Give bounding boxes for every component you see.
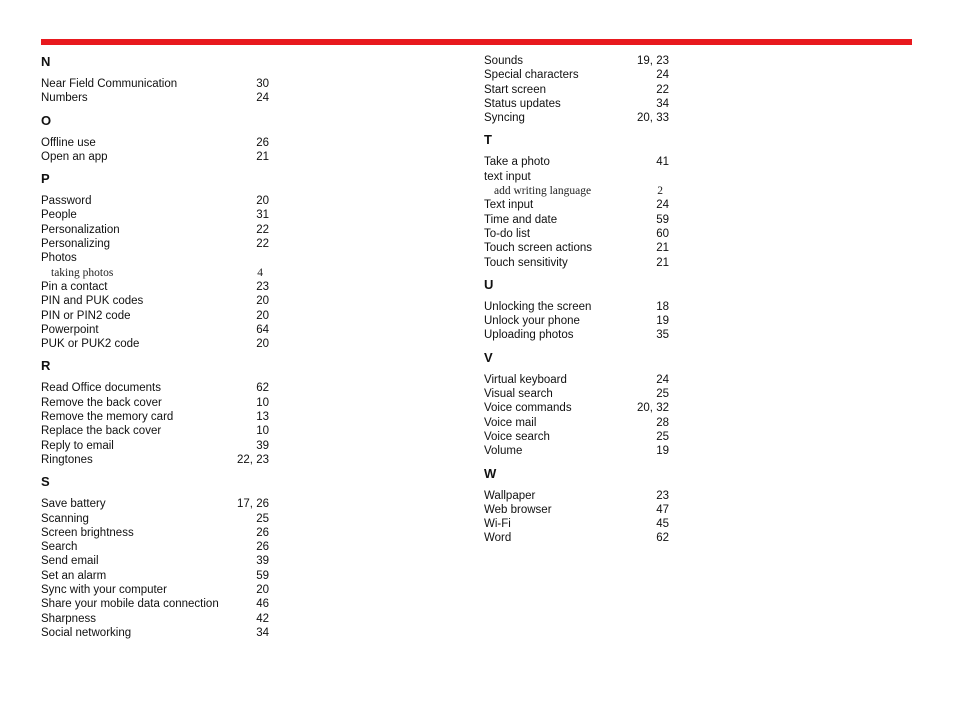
entry-term: Start screen	[484, 83, 546, 96]
entry-term: Visual search	[484, 388, 553, 401]
entry-page-numbers: 60	[656, 227, 669, 240]
entry-page-numbers: 20, 32	[637, 402, 669, 415]
index-entry	[41, 439, 269, 453]
index-entry	[41, 424, 269, 438]
entry-term: taking photos	[51, 266, 114, 279]
index-entry	[484, 111, 712, 125]
entry-term: text input	[484, 170, 531, 183]
entry-page-numbers: 22, 23	[237, 453, 269, 466]
entry-page-numbers: 62	[656, 532, 669, 545]
index-entry	[41, 453, 269, 467]
entry-page-numbers: 22	[656, 83, 669, 96]
index-entry	[484, 387, 712, 401]
index-entry	[41, 526, 269, 540]
index-entry	[484, 444, 712, 458]
entry-page-numbers: 28	[656, 416, 669, 429]
entry-term: Sounds	[484, 55, 524, 67]
entry-term: Share your mobile data connection	[41, 598, 219, 611]
entry-term: Personalizing	[41, 238, 111, 251]
index-entry	[484, 328, 712, 342]
entry-term: Time and date	[484, 213, 558, 226]
entry-page-numbers: 39	[256, 555, 269, 568]
entry-page-numbers: 10	[256, 425, 269, 438]
index-column-right	[484, 54, 712, 546]
entry-term: Replace the back cover	[41, 425, 162, 438]
entry-term: Password	[41, 195, 92, 208]
entry-term: Uploading photos	[484, 329, 574, 342]
index-section	[41, 473, 269, 640]
index-entry	[41, 540, 269, 554]
entry-term: Wallpaper	[484, 489, 536, 502]
entry-term: Photos	[41, 252, 77, 265]
index-subentry	[41, 266, 269, 280]
index-entry	[484, 373, 712, 387]
index-entry	[41, 208, 269, 222]
index-entry	[41, 612, 269, 626]
index-entry	[484, 401, 712, 415]
entry-term: Send email	[41, 555, 99, 568]
entry-page-numbers: 20	[256, 584, 269, 597]
entry-term: Take a photo	[484, 156, 550, 169]
entry-term: Voice mail	[484, 416, 537, 429]
index-entry	[41, 597, 269, 611]
index-entry	[484, 97, 712, 111]
entry-page-numbers: 19	[656, 445, 669, 458]
index-entry	[41, 150, 269, 164]
entry-term: Voice commands	[484, 402, 572, 415]
index-section	[484, 276, 712, 343]
entry-page-numbers: 42	[256, 612, 269, 625]
entry-page-numbers: 23	[656, 489, 669, 502]
entry-term: Text input	[484, 199, 534, 212]
entry-term: Scanning	[41, 512, 89, 525]
index-entry	[41, 512, 269, 526]
index-entry	[41, 497, 269, 511]
entry-term: Touch screen actions	[484, 242, 593, 255]
entry-page-numbers: 35	[656, 329, 669, 342]
entry-term: Pin a contact	[41, 280, 108, 293]
entry-term: PUK or PUK2 code	[41, 338, 140, 351]
entry-page-numbers: 19, 23	[637, 55, 669, 67]
index-entry	[41, 237, 269, 251]
index-entry	[484, 489, 712, 503]
entry-page-numbers: 20	[256, 195, 269, 208]
index-section	[484, 54, 712, 125]
index-section	[41, 112, 269, 165]
entry-term: Numbers	[41, 92, 88, 105]
index-entry	[41, 194, 269, 208]
index-entry	[41, 280, 269, 294]
entry-page-numbers: 19	[656, 315, 669, 328]
index-entry	[41, 337, 269, 351]
entry-term: Ringtones	[41, 453, 93, 466]
entry-page-numbers: 64	[256, 323, 269, 336]
index-entry	[484, 256, 712, 270]
index-section	[484, 465, 712, 546]
entry-term: Set an alarm	[41, 569, 107, 582]
index-entry	[41, 323, 269, 337]
index-entry	[484, 54, 712, 68]
entry-page-numbers: 20	[256, 309, 269, 322]
index-entry	[41, 251, 269, 265]
index-entry	[41, 294, 269, 308]
index-entry	[41, 77, 269, 91]
entry-page-numbers: 34	[656, 97, 669, 110]
section-letter: W	[484, 465, 497, 481]
index-entry	[41, 626, 269, 640]
entry-page-numbers: 26	[256, 526, 269, 539]
entry-term: Syncing	[484, 112, 525, 125]
entry-page-numbers: 22	[256, 238, 269, 251]
index-entry	[41, 583, 269, 597]
index-section	[41, 53, 269, 106]
entry-term: Sync with your computer	[41, 584, 167, 597]
entry-term: Volume	[484, 445, 523, 458]
index-entry	[484, 170, 712, 184]
entry-term: Read Office documents	[41, 382, 161, 395]
index-entry	[484, 83, 712, 97]
entry-term: Unlock your phone	[484, 315, 580, 328]
entry-page-numbers: 25	[656, 388, 669, 401]
entry-page-numbers: 45	[656, 518, 669, 531]
entry-page-numbers: 26	[256, 541, 269, 554]
entry-page-numbers: 59	[256, 569, 269, 582]
entry-term: Touch sensitivity	[484, 256, 568, 269]
entry-page-numbers: 21	[656, 242, 669, 255]
index-entry	[484, 68, 712, 82]
index-entry	[41, 136, 269, 150]
entry-term: Word	[484, 532, 512, 545]
index-entry	[484, 430, 712, 444]
entry-page-numbers: 20	[256, 295, 269, 308]
entry-page-numbers: 31	[256, 209, 269, 222]
index-entry	[41, 309, 269, 323]
section-letter: S	[41, 474, 50, 490]
entry-page-numbers: 47	[656, 503, 669, 516]
entry-term: Status updates	[484, 97, 561, 110]
index-entry	[41, 569, 269, 583]
index-entry	[484, 314, 712, 328]
entry-page-numbers: 24	[256, 92, 269, 105]
index-entry	[484, 241, 712, 255]
entry-term: Social networking	[41, 626, 132, 639]
entry-term: Virtual keyboard	[484, 373, 567, 386]
entry-term: Search	[41, 541, 78, 554]
entry-page-numbers: 34	[256, 626, 269, 639]
entry-term: add writing language	[494, 185, 592, 198]
index-section	[484, 349, 712, 459]
entry-term: Personalization	[41, 223, 120, 236]
entry-term: Voice search	[484, 430, 550, 443]
entry-page-numbers: 39	[256, 439, 269, 452]
entry-term: PIN and PUK codes	[41, 295, 144, 308]
entry-page-numbers: 10	[256, 396, 269, 409]
index-subentry	[484, 184, 712, 198]
entry-page-numbers: 21	[656, 256, 669, 269]
header-accent-bar	[41, 39, 912, 45]
entry-term: Web browser	[484, 503, 552, 516]
entry-page-numbers: 24	[656, 373, 669, 386]
index-entry	[484, 503, 712, 517]
index-entry	[41, 410, 269, 424]
index-entry	[484, 416, 712, 430]
section-letter: O	[41, 112, 52, 128]
index-column-left	[41, 53, 269, 640]
entry-term: People	[41, 209, 77, 222]
entry-page-numbers: 46	[256, 598, 269, 611]
entry-term: To-do list	[484, 227, 531, 240]
section-letter: V	[484, 349, 493, 365]
index-entry	[484, 155, 712, 169]
entry-term: Near Field Communication	[41, 78, 178, 90]
entry-page-numbers: 4	[257, 266, 263, 279]
index-entry	[484, 300, 712, 314]
entry-page-numbers: 25	[656, 430, 669, 443]
index-entry	[41, 396, 269, 410]
entry-page-numbers: 59	[656, 213, 669, 226]
entry-page-numbers: 24	[656, 199, 669, 212]
index-entry	[41, 91, 269, 105]
index-entry	[484, 531, 712, 545]
entry-page-numbers: 20, 33	[637, 112, 669, 125]
index-entry	[484, 227, 712, 241]
entry-page-numbers: 25	[256, 512, 269, 525]
entry-term: Sharpness	[41, 612, 96, 625]
entry-term: PIN or PIN2 code	[41, 309, 131, 322]
entry-page-numbers: 26	[256, 136, 269, 149]
entry-term: Screen brightness	[41, 526, 134, 539]
index-section	[41, 170, 269, 351]
entry-page-numbers: 17, 26	[237, 498, 269, 511]
entry-term: Save battery	[41, 498, 106, 511]
entry-term: Special characters	[484, 69, 579, 82]
section-letter: R	[41, 358, 51, 374]
entry-page-numbers: 23	[256, 280, 269, 293]
entry-page-numbers: 41	[656, 156, 669, 169]
index-section	[484, 131, 712, 269]
entry-page-numbers: 2	[657, 185, 663, 198]
entry-page-numbers: 22	[256, 223, 269, 236]
index-entry	[484, 198, 712, 212]
index-entry	[41, 381, 269, 395]
index-section	[41, 357, 269, 467]
entry-term: Wi-Fi	[484, 518, 511, 531]
index-entry	[41, 554, 269, 568]
section-letter: U	[484, 276, 494, 292]
section-letter: P	[41, 171, 50, 187]
entry-page-numbers: 13	[256, 411, 269, 424]
entry-term: Powerpoint	[41, 323, 99, 336]
entry-term: Unlocking the screen	[484, 300, 592, 313]
index-entry	[41, 223, 269, 237]
section-letter: N	[41, 54, 51, 69]
entry-page-numbers: 24	[656, 69, 669, 82]
index-entry	[484, 213, 712, 227]
entry-term: Reply to email	[41, 439, 114, 452]
entry-term: Open an app	[41, 150, 108, 163]
entry-term: Offline use	[41, 136, 96, 149]
section-letter: T	[484, 132, 492, 148]
entry-term: Remove the memory card	[41, 411, 174, 424]
entry-page-numbers: 21	[256, 150, 269, 163]
entry-page-numbers: 18	[656, 300, 669, 313]
entry-page-numbers: 20	[256, 338, 269, 351]
index-entry	[484, 517, 712, 531]
entry-page-numbers: 30	[256, 78, 269, 90]
entry-page-numbers: 62	[256, 382, 269, 395]
entry-term: Remove the back cover	[41, 396, 162, 409]
